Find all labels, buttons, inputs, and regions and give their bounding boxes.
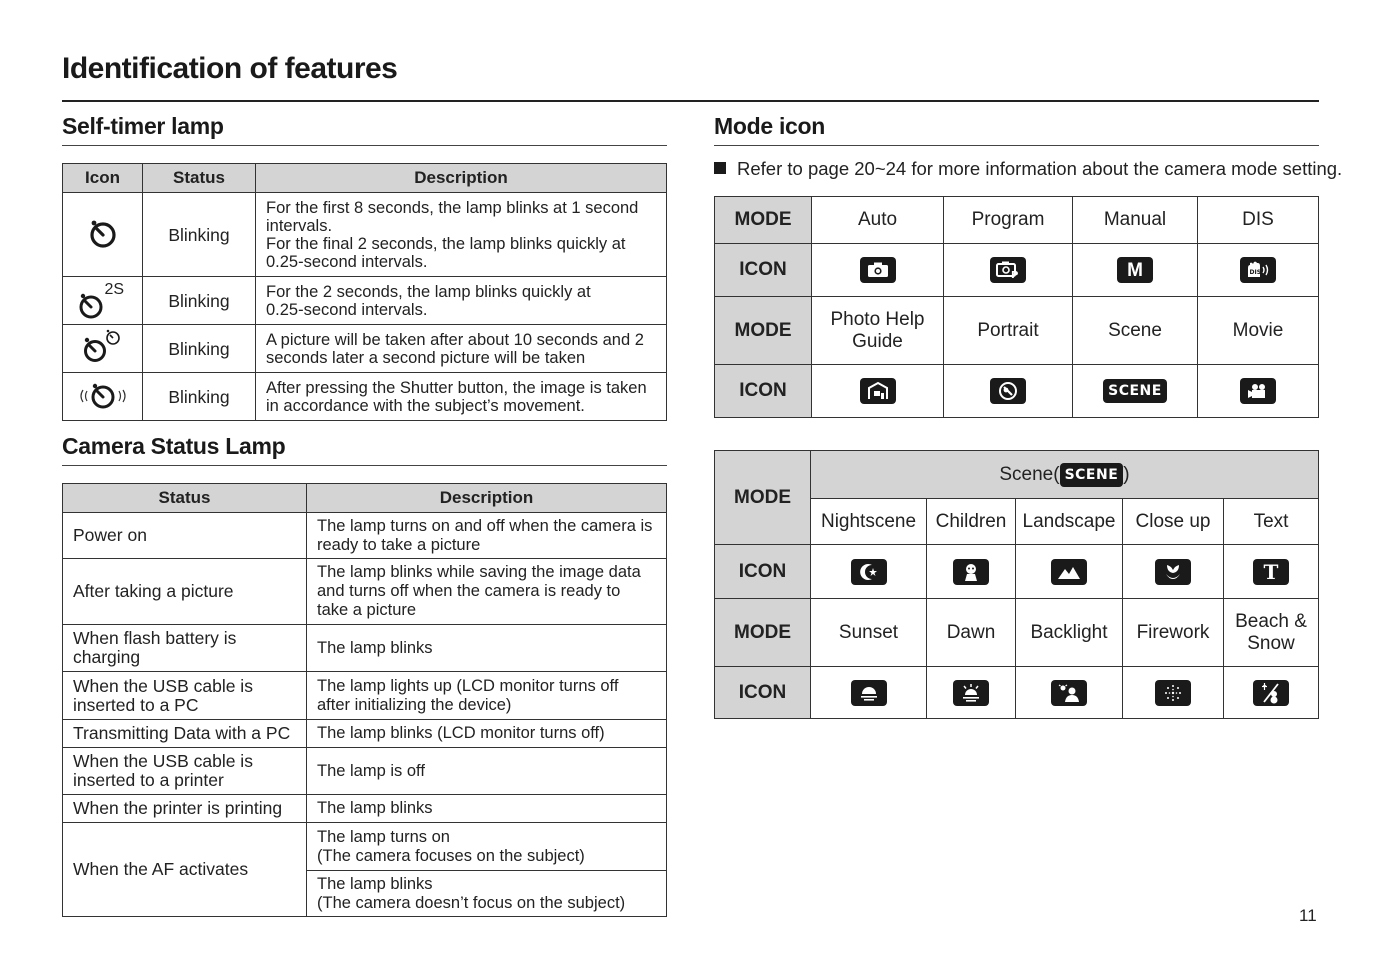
self-timer-header-row (63, 164, 667, 193)
table-row (63, 720, 667, 748)
nightscene-icon (851, 559, 887, 585)
scene-table (714, 450, 1319, 719)
double-self-timer-icon (77, 327, 129, 367)
status-cell: When the USB cable is inserted to a printer (63, 748, 307, 795)
icon-label: ICON (715, 545, 811, 599)
camera-status-table (62, 483, 667, 917)
status-cell: Blinking (143, 277, 256, 325)
header-status: Status (63, 484, 307, 513)
bullet-square (714, 162, 726, 174)
mode-firework: Firework (1123, 599, 1224, 667)
close-up-icon (1155, 559, 1191, 585)
mode-backlight: Backlight (1016, 599, 1123, 667)
mode-table (714, 196, 1319, 418)
status-cell: Blinking (143, 373, 256, 421)
mode-row (715, 599, 1319, 667)
description-cell: For the 2 seconds, the lamp blinks quickly at 0.25-second intervals. (256, 277, 667, 325)
status-cell: When the USB cable is inserted to a PC (63, 672, 307, 720)
mode-label: MODE (715, 599, 811, 667)
self-timer-10s-icon (85, 215, 121, 251)
svg-text:DIS: DIS (1249, 269, 1262, 276)
table-row (63, 795, 667, 823)
beach-snow-icon (1253, 680, 1289, 706)
manual-icon: M (1117, 257, 1153, 283)
page-title: Identification of features (62, 52, 398, 85)
status-cell: When the printer is printing (63, 795, 307, 823)
mode-portrait: Portrait (944, 297, 1073, 365)
status-cell: After taking a picture (63, 559, 307, 625)
table-row (63, 325, 667, 373)
mode-label: MODE (715, 297, 812, 365)
description-cell: The lamp lights up (LCD monitor turns off after initializing the device) (307, 672, 667, 720)
table-row (63, 513, 667, 559)
scene-header-row (715, 451, 1319, 499)
description-cell: A picture will be taken after about 10 seconds and 2 seconds later a second picture will be taken (256, 325, 667, 373)
dawn-icon (953, 680, 989, 706)
mode-landscape: Landscape (1016, 499, 1123, 545)
icon-row (715, 365, 1319, 418)
children-icon (953, 559, 989, 585)
motion-timer-icon (75, 376, 131, 414)
mode-beach-snow: Beach & Snow (1224, 599, 1319, 667)
self-timer-rule (62, 145, 667, 146)
mode-children: Children (927, 499, 1016, 545)
header-description: Description (307, 484, 667, 513)
header-icon: Icon (63, 164, 143, 193)
mode-photo-help-guide: Photo Help Guide (812, 297, 944, 365)
description-cell: The lamp blinks (307, 795, 667, 823)
timer-2s-label: 2S (104, 280, 125, 298)
firework-icon (1155, 680, 1191, 706)
icon-row (715, 667, 1319, 719)
camera-status-heading: Camera Status Lamp (62, 433, 286, 459)
self-timer-heading: Self-timer lamp (62, 113, 224, 139)
description-cell: After pressing the Shutter button, the image is taken in accordance with the subject’s movement. (256, 373, 667, 421)
scene-icon: SCENE (1103, 379, 1167, 403)
icon-label: ICON (715, 365, 812, 418)
description-cell: The lamp blinks (The camera doesn’t focus on the subject) (307, 871, 667, 917)
backlight-icon (1051, 680, 1087, 706)
description-cell: The lamp blinks while saving the image data and turns off when the camera is ready to take a picture (307, 559, 667, 625)
mode-nightscene: Nightscene (811, 499, 927, 545)
camera-status-header-row (63, 484, 667, 513)
icon-label: ICON (715, 244, 812, 297)
mode-icon-heading: Mode icon (714, 113, 826, 139)
mode-scene: Scene (1073, 297, 1198, 365)
table-row (63, 559, 667, 625)
description-cell: The lamp blinks (LCD monitor turns off) (307, 720, 667, 748)
table-row (63, 373, 667, 421)
camera-auto-icon (860, 257, 896, 283)
photo-help-guide-icon (860, 378, 896, 404)
mode-label: MODE (715, 197, 812, 244)
mode-icon-rule (714, 145, 1319, 146)
icon-row (715, 545, 1319, 599)
status-cell: Blinking (143, 193, 256, 277)
mode-dis: DIS (1198, 197, 1319, 244)
status-cell: When the AF activates (63, 823, 307, 917)
table-row (63, 672, 667, 720)
mode-close-up: Close up (1123, 499, 1224, 545)
table-row (63, 193, 667, 277)
mode-label: MODE (715, 451, 811, 545)
camera-status-rule (62, 465, 667, 466)
mode-row (715, 197, 1319, 244)
description-cell: The lamp turns on and off when the camera is ready to take a picture (307, 513, 667, 559)
mode-auto: Auto (812, 197, 944, 244)
table-row (63, 277, 667, 325)
mode-row (715, 297, 1319, 365)
scene-icon: SCENE (1060, 463, 1124, 487)
mode-text: Text (1224, 499, 1319, 545)
scene-header: Scene( SCENE ) (811, 451, 1319, 499)
description-cell: The lamp blinks (307, 625, 667, 672)
table-row (63, 748, 667, 795)
icon-label: ICON (715, 667, 811, 719)
mode-program: Program (944, 197, 1073, 244)
status-cell: When flash battery is charging (63, 625, 307, 672)
portrait-icon (990, 378, 1026, 404)
mode-note: Refer to page 20~24 for more information about the camera mode setting. (737, 158, 1343, 179)
mode-sunset: Sunset (811, 599, 927, 667)
status-cell: Power on (63, 513, 307, 559)
status-cell: Transmitting Data with a PC (63, 720, 307, 748)
self-timer-table (62, 163, 667, 421)
sunset-icon (851, 680, 887, 706)
mode-movie: Movie (1198, 297, 1319, 365)
table-row (63, 625, 667, 672)
text-icon: T (1253, 559, 1289, 585)
title-rule (62, 100, 1319, 102)
program-icon (990, 257, 1026, 283)
mode-dawn: Dawn (927, 599, 1016, 667)
description-cell: The lamp is off (307, 748, 667, 795)
svg-text:P: P (1011, 270, 1019, 279)
dis-icon (1240, 257, 1276, 283)
description-cell: For the first 8 seconds, the lamp blinks at 1 second intervals. For the final 2 seconds, the lamp blinks quickly at 0.25-second intervals. (256, 193, 667, 277)
description-cell: The lamp turns on (The camera focuses on the subject) (307, 823, 667, 871)
movie-icon (1240, 378, 1276, 404)
table-row (63, 823, 667, 871)
header-description: Description (256, 164, 667, 193)
landscape-icon (1051, 559, 1087, 585)
mode-manual: Manual (1073, 197, 1198, 244)
status-cell: Blinking (143, 325, 256, 373)
header-status: Status (143, 164, 256, 193)
page-number: 11 (1299, 906, 1317, 925)
icon-row (715, 244, 1319, 297)
